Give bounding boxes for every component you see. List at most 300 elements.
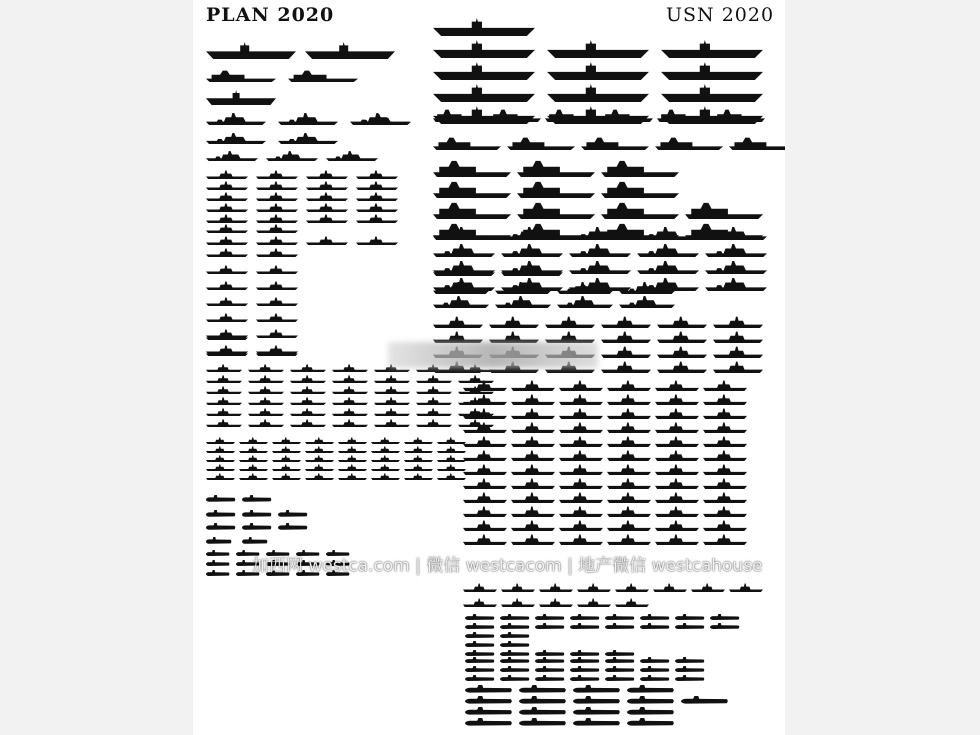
ship-silhouette-262 bbox=[703, 380, 747, 391]
ship-silhouette-372 bbox=[640, 657, 670, 664]
ship-silhouette-261 bbox=[655, 380, 699, 391]
ship-silhouette-309 bbox=[655, 492, 699, 503]
ship-silhouette-186 bbox=[581, 137, 649, 150]
ship-silhouette-346 bbox=[605, 614, 635, 621]
ship-silhouette-118 bbox=[272, 455, 301, 462]
ship-silhouette-234 bbox=[489, 316, 539, 328]
ship-silhouette-290 bbox=[607, 450, 651, 461]
ship-silhouette-173 bbox=[547, 84, 649, 102]
ship-silhouette-119 bbox=[305, 455, 334, 462]
ship-silhouette-231 bbox=[557, 296, 613, 308]
ship-silhouette-44 bbox=[256, 265, 298, 274]
ship-silhouette-104 bbox=[338, 437, 367, 444]
ship-silhouette-33 bbox=[306, 214, 348, 223]
ship-silhouette-320 bbox=[607, 520, 651, 531]
ship-silhouette-103 bbox=[305, 437, 334, 444]
ship-silhouette-22 bbox=[356, 181, 398, 190]
ship-silhouette-301 bbox=[559, 478, 603, 489]
ship-silhouette-294 bbox=[511, 464, 555, 475]
ship-silhouette-212 bbox=[705, 244, 767, 257]
ship-silhouette-60 bbox=[290, 364, 326, 372]
ship-silhouette-323 bbox=[463, 534, 507, 545]
ship-silhouette-327 bbox=[655, 534, 699, 545]
ship-silhouette-398 bbox=[519, 707, 567, 716]
ship-silhouette-5 bbox=[206, 90, 276, 105]
ship-silhouette-268 bbox=[703, 394, 747, 405]
ship-silhouette-376 bbox=[535, 666, 565, 673]
ship-silhouette-141 bbox=[242, 495, 272, 503]
ship-silhouette-12 bbox=[206, 151, 258, 161]
ship-silhouette-167 bbox=[547, 40, 649, 58]
ship-silhouette-65 bbox=[206, 375, 242, 383]
ship-silhouette-73 bbox=[248, 386, 284, 394]
ship-silhouette-347 bbox=[640, 614, 670, 621]
ship-silhouette-122 bbox=[404, 455, 433, 462]
ship-silhouette-361 bbox=[500, 641, 530, 648]
ship-silhouette-43 bbox=[206, 265, 248, 274]
ship-silhouette-47 bbox=[206, 297, 248, 306]
ship-silhouette-87 bbox=[248, 408, 284, 416]
usn-2020-heading: USN 2020 bbox=[666, 4, 775, 26]
ship-silhouette-211 bbox=[637, 244, 699, 257]
ship-silhouette-244 bbox=[713, 331, 763, 343]
ship-silhouette-377 bbox=[570, 666, 600, 673]
ship-silhouette-130 bbox=[404, 464, 433, 471]
ship-silhouette-338 bbox=[501, 598, 535, 607]
ship-silhouette-264 bbox=[511, 394, 555, 405]
ship-silhouette-230 bbox=[495, 296, 551, 308]
ship-silhouette-37 bbox=[206, 236, 248, 245]
ship-silhouette-206 bbox=[637, 227, 699, 240]
ship-silhouette-257 bbox=[463, 380, 507, 391]
ship-silhouette-125 bbox=[239, 464, 268, 471]
ship-silhouette-11 bbox=[278, 133, 338, 144]
ship-silhouette-321 bbox=[655, 520, 699, 531]
ship-silhouette-273 bbox=[655, 408, 699, 419]
ship-silhouette-14 bbox=[326, 151, 378, 161]
ship-silhouette-233 bbox=[433, 316, 483, 328]
ship-silhouette-168 bbox=[661, 40, 763, 58]
ship-silhouette-344 bbox=[535, 614, 565, 621]
ship-silhouette-389 bbox=[519, 685, 567, 694]
ship-silhouette-1 bbox=[206, 42, 296, 59]
ship-silhouette-198 bbox=[685, 202, 763, 219]
ship-silhouette-313 bbox=[559, 506, 603, 517]
ship-silhouette-236 bbox=[601, 316, 651, 328]
ship-silhouette-274 bbox=[703, 408, 747, 419]
ship-silhouette-388 bbox=[465, 685, 513, 694]
ship-silhouette-146 bbox=[242, 523, 272, 531]
ship-silhouette-72 bbox=[206, 386, 242, 394]
ship-silhouette-316 bbox=[703, 506, 747, 517]
ship-silhouette-305 bbox=[463, 492, 507, 503]
ship-silhouette-345 bbox=[570, 614, 600, 621]
blurred-region bbox=[388, 342, 598, 368]
ship-silhouette-397 bbox=[465, 707, 513, 716]
ship-silhouette-46 bbox=[256, 281, 298, 290]
ship-silhouette-17 bbox=[306, 170, 348, 179]
ship-silhouette-93 bbox=[206, 419, 242, 427]
ship-silhouette-276 bbox=[511, 422, 555, 433]
ship-silhouette-75 bbox=[332, 386, 368, 394]
ship-silhouette-116 bbox=[206, 455, 235, 462]
ship-silhouette-174 bbox=[661, 84, 763, 102]
ship-silhouette-232 bbox=[619, 296, 675, 308]
ship-silhouette-277 bbox=[559, 422, 603, 433]
ship-silhouette-302 bbox=[607, 478, 651, 489]
ship-silhouette-89 bbox=[332, 408, 368, 416]
ship-silhouette-260 bbox=[607, 380, 651, 391]
ship-silhouette-126 bbox=[272, 464, 301, 471]
ship-silhouette-31 bbox=[206, 214, 248, 223]
ship-silhouette-145 bbox=[206, 523, 236, 531]
ship-silhouette-334 bbox=[653, 583, 687, 592]
ship-silhouette-355 bbox=[640, 623, 670, 630]
ship-silhouette-105 bbox=[371, 437, 400, 444]
ship-silhouette-166 bbox=[433, 40, 535, 58]
ship-silhouette-324 bbox=[511, 534, 555, 545]
ship-silhouette-205 bbox=[569, 227, 631, 240]
ship-silhouette-297 bbox=[655, 464, 699, 475]
ship-silhouette-278 bbox=[607, 422, 651, 433]
ship-silhouette-114 bbox=[404, 446, 433, 453]
ship-silhouette-380 bbox=[675, 666, 705, 673]
ship-silhouette-74 bbox=[290, 386, 326, 394]
ship-silhouette-282 bbox=[511, 436, 555, 447]
ship-silhouette-191 bbox=[601, 160, 679, 177]
ship-silhouette-351 bbox=[500, 623, 530, 630]
watermark-text: 加西网 westca.com | 微信 westcacom | 地产微信 westcahouse bbox=[252, 556, 763, 576]
ship-silhouette-299 bbox=[463, 478, 507, 489]
ship-silhouette-238 bbox=[713, 316, 763, 328]
ship-silhouette-293 bbox=[463, 464, 507, 475]
ship-silhouette-123 bbox=[437, 455, 466, 462]
ship-silhouette-312 bbox=[511, 506, 555, 517]
ship-silhouette-106 bbox=[404, 437, 433, 444]
ship-silhouette-50 bbox=[256, 313, 298, 322]
ship-silhouette-196 bbox=[517, 202, 595, 219]
ship-silhouette-137 bbox=[371, 473, 400, 480]
ship-silhouette-170 bbox=[547, 62, 649, 80]
ship-silhouette-308 bbox=[607, 492, 651, 503]
ship-silhouette-307 bbox=[559, 492, 603, 503]
ship-silhouette-102 bbox=[272, 437, 301, 444]
ship-silhouette-36 bbox=[256, 224, 298, 233]
ship-silhouette-138 bbox=[404, 473, 433, 480]
ship-silhouette-135 bbox=[305, 473, 334, 480]
ship-silhouette-109 bbox=[239, 446, 268, 453]
ship-silhouette-333 bbox=[615, 583, 649, 592]
ship-silhouette-144 bbox=[278, 510, 308, 518]
ship-silhouette-3 bbox=[206, 70, 276, 82]
ship-silhouette-160 bbox=[206, 570, 230, 577]
ship-silhouette-326 bbox=[607, 534, 651, 545]
ship-silhouette-259 bbox=[559, 380, 603, 391]
ship-silhouette-136 bbox=[338, 473, 367, 480]
ship-silhouette-91 bbox=[416, 408, 452, 416]
ship-silhouette-340 bbox=[577, 598, 611, 607]
ship-silhouette-13 bbox=[266, 151, 318, 161]
ship-silhouette-69 bbox=[374, 375, 410, 383]
ship-silhouette-395 bbox=[627, 696, 675, 705]
ship-silhouette-329 bbox=[463, 583, 497, 592]
ship-silhouette-96 bbox=[332, 419, 368, 427]
ship-silhouette-101 bbox=[239, 437, 268, 444]
ship-silhouette-140 bbox=[206, 495, 236, 503]
ship-silhouette-250 bbox=[713, 346, 763, 358]
ship-silhouette-401 bbox=[465, 718, 513, 727]
ship-silhouette-142 bbox=[206, 510, 236, 518]
ship-silhouette-363 bbox=[500, 650, 530, 657]
ship-silhouette-197 bbox=[601, 202, 679, 219]
ship-silhouette-66 bbox=[248, 375, 284, 383]
ship-silhouette-322 bbox=[703, 520, 747, 531]
ship-silhouette-131 bbox=[437, 464, 466, 471]
ship-silhouette-38 bbox=[256, 236, 298, 245]
ship-silhouette-195 bbox=[433, 202, 511, 219]
ship-silhouette-319 bbox=[559, 520, 603, 531]
ship-silhouette-350 bbox=[465, 623, 495, 630]
ship-silhouette-148 bbox=[206, 537, 232, 545]
ship-silhouette-384 bbox=[570, 675, 600, 682]
ship-silhouette-32 bbox=[256, 214, 298, 223]
ship-silhouette-248 bbox=[601, 346, 651, 358]
ship-silhouette-281 bbox=[463, 436, 507, 447]
ship-silhouette-286 bbox=[703, 436, 747, 447]
ship-silhouette-120 bbox=[338, 455, 367, 462]
ship-silhouette-224 bbox=[501, 263, 563, 276]
ship-silhouette-349 bbox=[710, 614, 740, 621]
ship-silhouette-392 bbox=[465, 696, 513, 705]
ship-silhouette-25 bbox=[306, 192, 348, 201]
ship-silhouette-235 bbox=[545, 316, 595, 328]
ship-silhouette-172 bbox=[433, 84, 535, 102]
ship-silhouette-180 bbox=[545, 109, 597, 122]
ship-silhouette-399 bbox=[573, 707, 621, 716]
ship-silhouette-52 bbox=[256, 329, 298, 338]
ship-silhouette-378 bbox=[605, 666, 635, 673]
ship-silhouette-95 bbox=[290, 419, 326, 427]
ship-silhouette-128 bbox=[338, 464, 367, 471]
ship-silhouette-35 bbox=[206, 224, 248, 233]
ship-silhouette-285 bbox=[655, 436, 699, 447]
ship-silhouette-15 bbox=[206, 170, 248, 179]
ship-silhouette-225 bbox=[433, 282, 489, 294]
ship-silhouette-265 bbox=[559, 394, 603, 405]
ship-silhouette-110 bbox=[272, 446, 301, 453]
ship-silhouette-100 bbox=[206, 437, 235, 444]
ship-silhouette-289 bbox=[559, 450, 603, 461]
ship-silhouette-217 bbox=[705, 261, 767, 274]
ship-silhouette-189 bbox=[433, 160, 511, 177]
ship-silhouette-354 bbox=[605, 623, 635, 630]
ship-silhouette-269 bbox=[463, 408, 507, 419]
ship-silhouette-88 bbox=[290, 408, 326, 416]
ship-silhouette-391 bbox=[627, 685, 675, 694]
ship-silhouette-379 bbox=[640, 666, 670, 673]
ship-silhouette-27 bbox=[206, 203, 248, 212]
ship-silhouette-270 bbox=[511, 408, 555, 419]
ship-silhouette-149 bbox=[242, 537, 268, 545]
ship-silhouette-332 bbox=[577, 583, 611, 592]
ship-silhouette-365 bbox=[570, 650, 600, 657]
ship-silhouette-76 bbox=[374, 386, 410, 394]
ship-silhouette-107 bbox=[437, 437, 466, 444]
ship-silhouette-23 bbox=[206, 192, 248, 201]
ship-silhouette-24 bbox=[256, 192, 298, 201]
ship-silhouette-383 bbox=[535, 675, 565, 682]
ship-silhouette-179 bbox=[489, 109, 541, 122]
ship-silhouette-111 bbox=[305, 446, 334, 453]
ship-silhouette-55 bbox=[206, 331, 248, 340]
ship-silhouette-284 bbox=[607, 436, 651, 447]
ship-silhouette-147 bbox=[278, 523, 308, 531]
ship-silhouette-369 bbox=[535, 657, 565, 664]
ship-silhouette-304 bbox=[703, 478, 747, 489]
ship-silhouette-127 bbox=[305, 464, 334, 471]
ship-silhouette-359 bbox=[500, 632, 530, 639]
ship-silhouette-77 bbox=[416, 386, 452, 394]
ship-silhouette-49 bbox=[206, 313, 248, 322]
ship-silhouette-20 bbox=[256, 181, 298, 190]
ship-silhouette-306 bbox=[511, 492, 555, 503]
ship-silhouette-249 bbox=[657, 346, 707, 358]
ship-silhouette-390 bbox=[573, 685, 621, 694]
ship-silhouette-16 bbox=[256, 170, 298, 179]
ship-silhouette-272 bbox=[607, 408, 651, 419]
ship-silhouette-194 bbox=[601, 181, 679, 198]
ship-silhouette-385 bbox=[605, 675, 635, 682]
ship-silhouette-267 bbox=[655, 394, 699, 405]
ship-silhouette-341 bbox=[615, 598, 649, 607]
ship-silhouette-396 bbox=[681, 696, 729, 705]
ship-silhouette-287 bbox=[463, 450, 507, 461]
ship-silhouette-143 bbox=[242, 510, 272, 518]
ship-silhouette-291 bbox=[655, 450, 699, 461]
ship-silhouette-165 bbox=[433, 18, 535, 36]
ship-silhouette-303 bbox=[655, 478, 699, 489]
ship-silhouette-42 bbox=[256, 248, 298, 257]
ship-silhouette-310 bbox=[703, 492, 747, 503]
ship-silhouette-84 bbox=[416, 397, 452, 405]
ship-silhouette-375 bbox=[500, 666, 530, 673]
ship-silhouette-192 bbox=[433, 181, 511, 198]
ship-silhouette-90 bbox=[374, 408, 410, 416]
ship-silhouette-342 bbox=[465, 614, 495, 621]
ship-silhouette-254 bbox=[601, 361, 651, 373]
ship-silhouette-59 bbox=[248, 364, 284, 372]
ship-silhouette-39 bbox=[306, 236, 348, 245]
ship-silhouette-98 bbox=[416, 419, 452, 427]
ship-silhouette-28 bbox=[256, 203, 298, 212]
ship-silhouette-10 bbox=[206, 133, 266, 144]
ship-silhouette-203 bbox=[433, 227, 495, 240]
ship-silhouette-7 bbox=[278, 113, 338, 125]
ship-silhouette-256 bbox=[713, 361, 763, 373]
ship-silhouette-374 bbox=[465, 666, 495, 673]
ship-silhouette-9 bbox=[351, 114, 411, 125]
ship-silhouette-169 bbox=[433, 62, 535, 80]
ship-silhouette-190 bbox=[517, 160, 595, 177]
ship-silhouette-336 bbox=[729, 583, 763, 592]
ship-silhouette-298 bbox=[703, 464, 747, 475]
ship-silhouette-325 bbox=[559, 534, 603, 545]
ship-silhouette-356 bbox=[675, 623, 705, 630]
ship-silhouette-258 bbox=[511, 380, 555, 391]
ship-silhouette-215 bbox=[569, 261, 631, 274]
ship-silhouette-48 bbox=[256, 297, 298, 306]
ship-silhouette-40 bbox=[356, 236, 398, 245]
ship-silhouette-362 bbox=[465, 650, 495, 657]
ship-silhouette-21 bbox=[306, 181, 348, 190]
ship-silhouette-209 bbox=[501, 244, 563, 257]
ship-silhouette-19 bbox=[206, 181, 248, 190]
ship-silhouette-328 bbox=[703, 534, 747, 545]
ship-silhouette-335 bbox=[691, 583, 725, 592]
ship-silhouette-353 bbox=[570, 623, 600, 630]
ship-silhouette-331 bbox=[539, 583, 573, 592]
ship-silhouette-292 bbox=[703, 450, 747, 461]
ship-silhouette-208 bbox=[433, 244, 495, 257]
ship-silhouette-216 bbox=[637, 261, 699, 274]
ship-silhouette-150 bbox=[206, 550, 230, 557]
ship-silhouette-2 bbox=[305, 42, 395, 59]
ship-silhouette-58 bbox=[206, 364, 242, 372]
ship-silhouette-283 bbox=[559, 436, 603, 447]
ship-silhouette-57 bbox=[256, 347, 298, 356]
ship-silhouette-132 bbox=[206, 473, 235, 480]
ship-silhouette-183 bbox=[713, 109, 765, 122]
ship-silhouette-242 bbox=[601, 331, 651, 343]
ship-silhouette-404 bbox=[627, 718, 675, 727]
ship-silhouette-400 bbox=[627, 707, 675, 716]
ship-silhouette-112 bbox=[338, 446, 367, 453]
ship-silhouette-348 bbox=[675, 614, 705, 621]
ship-silhouette-94 bbox=[248, 419, 284, 427]
ship-silhouette-97 bbox=[374, 419, 410, 427]
ship-silhouette-204 bbox=[501, 227, 563, 240]
ship-silhouette-134 bbox=[272, 473, 301, 480]
ship-silhouette-266 bbox=[607, 394, 651, 405]
ship-silhouette-61 bbox=[332, 364, 368, 372]
ship-silhouette-79 bbox=[206, 397, 242, 405]
ship-silhouette-373 bbox=[675, 657, 705, 664]
ship-silhouette-70 bbox=[416, 375, 452, 383]
ship-silhouette-357 bbox=[710, 623, 740, 630]
ship-silhouette-171 bbox=[661, 62, 763, 80]
ship-silhouette-370 bbox=[570, 657, 600, 664]
ship-silhouette-178 bbox=[433, 109, 485, 122]
ship-silhouette-207 bbox=[705, 227, 767, 240]
ship-silhouette-133 bbox=[239, 473, 268, 480]
ship-silhouette-86 bbox=[206, 408, 242, 416]
ship-silhouette-113 bbox=[371, 446, 400, 453]
ship-silhouette-364 bbox=[535, 650, 565, 657]
ship-silhouette-296 bbox=[607, 464, 651, 475]
ship-silhouette-358 bbox=[465, 632, 495, 639]
ship-silhouette-337 bbox=[463, 598, 497, 607]
ship-silhouette-300 bbox=[511, 478, 555, 489]
ship-silhouette-26 bbox=[356, 192, 398, 201]
ship-silhouette-117 bbox=[239, 455, 268, 462]
ship-silhouette-237 bbox=[657, 316, 707, 328]
ship-silhouette-182 bbox=[657, 109, 709, 122]
ship-silhouette-263 bbox=[463, 394, 507, 405]
ship-silhouette-295 bbox=[559, 464, 603, 475]
ship-silhouette-222 bbox=[705, 278, 767, 291]
ship-silhouette-80 bbox=[248, 397, 284, 405]
ship-silhouette-124 bbox=[206, 464, 235, 471]
